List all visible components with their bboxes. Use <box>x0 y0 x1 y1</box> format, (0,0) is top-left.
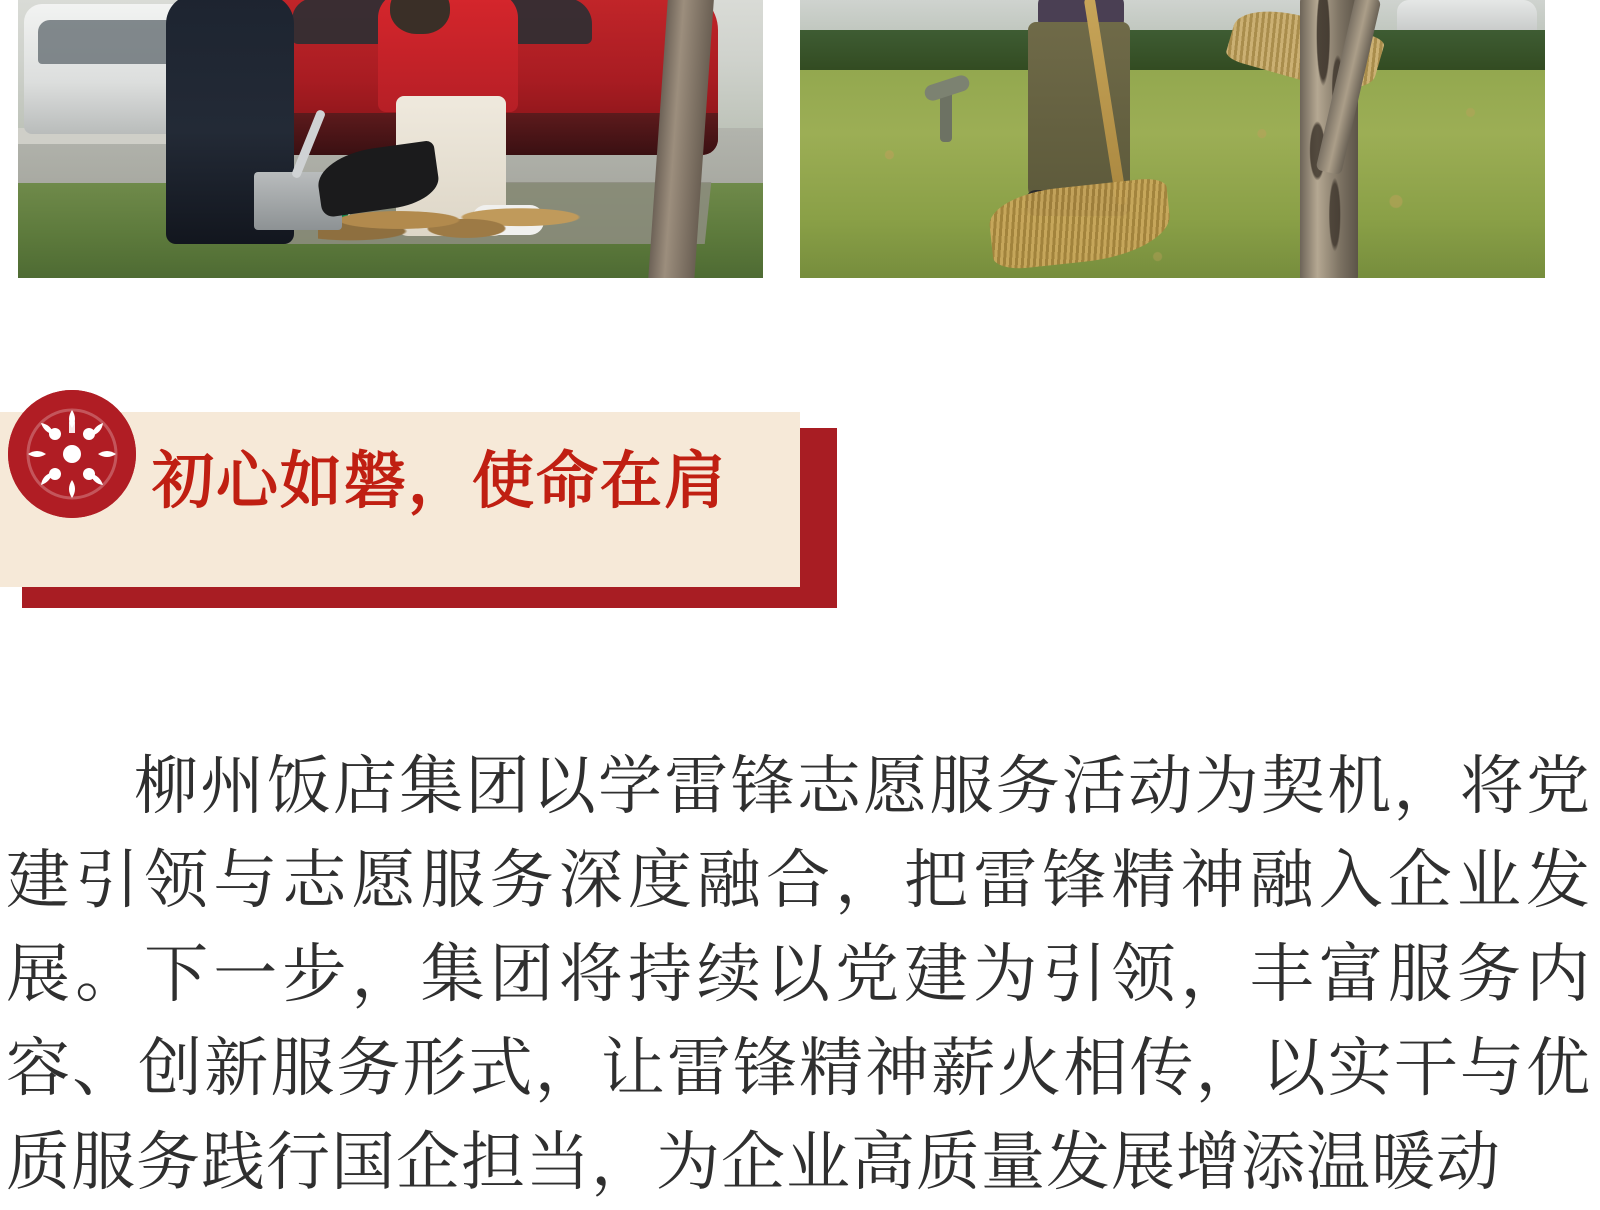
photo-lawn-leaf-litter <box>800 70 1545 278</box>
photo-volunteer-sweeping-lawn-with-bamboo-broom <box>800 0 1545 278</box>
article-paragraph: 柳州饭店集团以学雷锋志愿服务活动为契机，将党建引领与志愿服务深度融合，把雷锋精神融入企业发展。下一步，集团将持续以党建为引领，丰富服务内容、创新服务形式，让雷锋精神薪火相传，以实干与优质服务践行国企担当，为企业高质量发展增添温暖动 <box>6 750 1591 1200</box>
photo-sprinkler-head <box>940 90 952 142</box>
volunteer-service-emblem-icon <box>8 390 136 518</box>
photo-volunteers-sweeping-leaves-by-red-car <box>18 0 763 278</box>
headline-banner <box>0 390 840 615</box>
banner-title: 初心如磐，使命在肩 <box>152 444 729 517</box>
photo-gallery <box>0 0 1600 282</box>
